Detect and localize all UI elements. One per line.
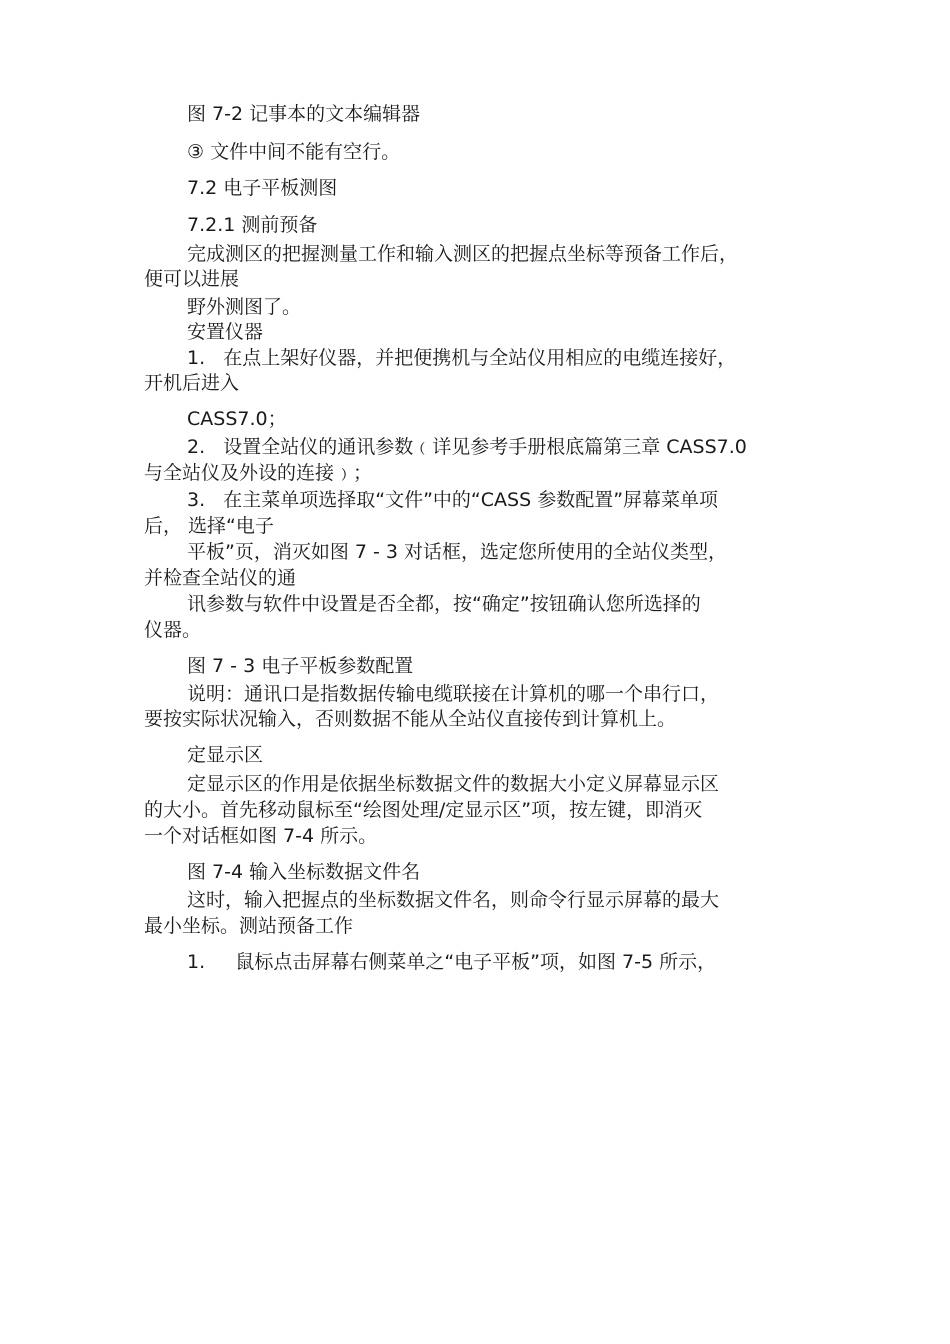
heading-display-area: 定显示区: [187, 744, 264, 766]
paragraph-line: 这时，输入把握点的坐标数据文件名，则命令行显示屏幕的最大: [187, 889, 720, 911]
list-item-1-cont: CASS7.0；: [187, 408, 287, 430]
figure-caption-7-4: 图 7-4 输入坐标数据文件名: [187, 861, 421, 883]
paragraph-line: 最小坐标。测站预备工作: [144, 915, 354, 937]
section-heading-7-2: 7.2 电子平板测图: [187, 177, 338, 199]
note-line: 要按实际状况输入，否则数据不能从全站仪直接传到计算机上。: [144, 708, 677, 730]
heading-install-instrument: 安置仪器: [187, 321, 264, 343]
paragraph-line: 定显示区的作用是依据坐标数据文件的数据大小定义屏幕显示区: [187, 773, 720, 795]
list-item-3-cont: 仪器。: [144, 619, 202, 641]
figure-caption-7-2: 图 7-2 记事本的文本编辑器: [187, 103, 421, 125]
list-item-3-cont: 后， 选择“电子: [144, 515, 274, 537]
list-item-3-cont: 并检查全站仪的通: [144, 567, 297, 589]
list-item-1-station: 1. 鼠标点击屏幕右侧菜单之“电子平板”项，如图 7-5 所示，: [187, 951, 717, 973]
paragraph-line: 一个对话框如图 7-4 所示。: [144, 825, 378, 847]
paragraph-line: 的大小。首先移动鼠标至“绘图处理/定显示区”项，按左键，即消灭: [144, 799, 703, 821]
list-item-2: 2. 设置全站仪的通讯参数﹙详见参考手册根底篇第三章 CASS7.0: [187, 436, 747, 458]
list-item-3: 3. 在主菜单项选择取“文件”中的“CASS 参数配置”屏幕菜单项: [187, 489, 719, 511]
list-item-2-cont: 与全站仪及外设的连接﹚；: [144, 462, 373, 484]
note-line: 说明：通讯口是指数据传输电缆联接在计算机的哪一个串行口，: [187, 683, 720, 705]
list-item-3-cont: 讯参数与软件中设置是否全都，按“确定”按钮确认您所选择的: [187, 593, 701, 615]
list-item-1: 1. 在点上架好仪器，并把便携机与全站仪用相应的电缆连接好，: [187, 347, 737, 369]
list-item-1-cont: 开机后进入: [144, 372, 240, 394]
list-item-3-cont: 平板”页，消灭如图 7 - 3 对话框，选定您所使用的全站仪类型，: [187, 541, 728, 563]
subsection-heading-7-2-1: 7.2.1 测前预备: [187, 214, 318, 236]
paragraph-line: 完成测区的把握测量工作和输入测区的把握点坐标等预备工作后，: [187, 243, 739, 265]
figure-caption-7-3: 图 7 - 3 电子平板参数配置: [187, 655, 414, 677]
paragraph-line: 野外测图了。: [187, 296, 302, 318]
note-no-blank-lines: ③ 文件中间不能有空行。: [187, 141, 401, 163]
paragraph-line: 便可以进展: [144, 268, 240, 290]
